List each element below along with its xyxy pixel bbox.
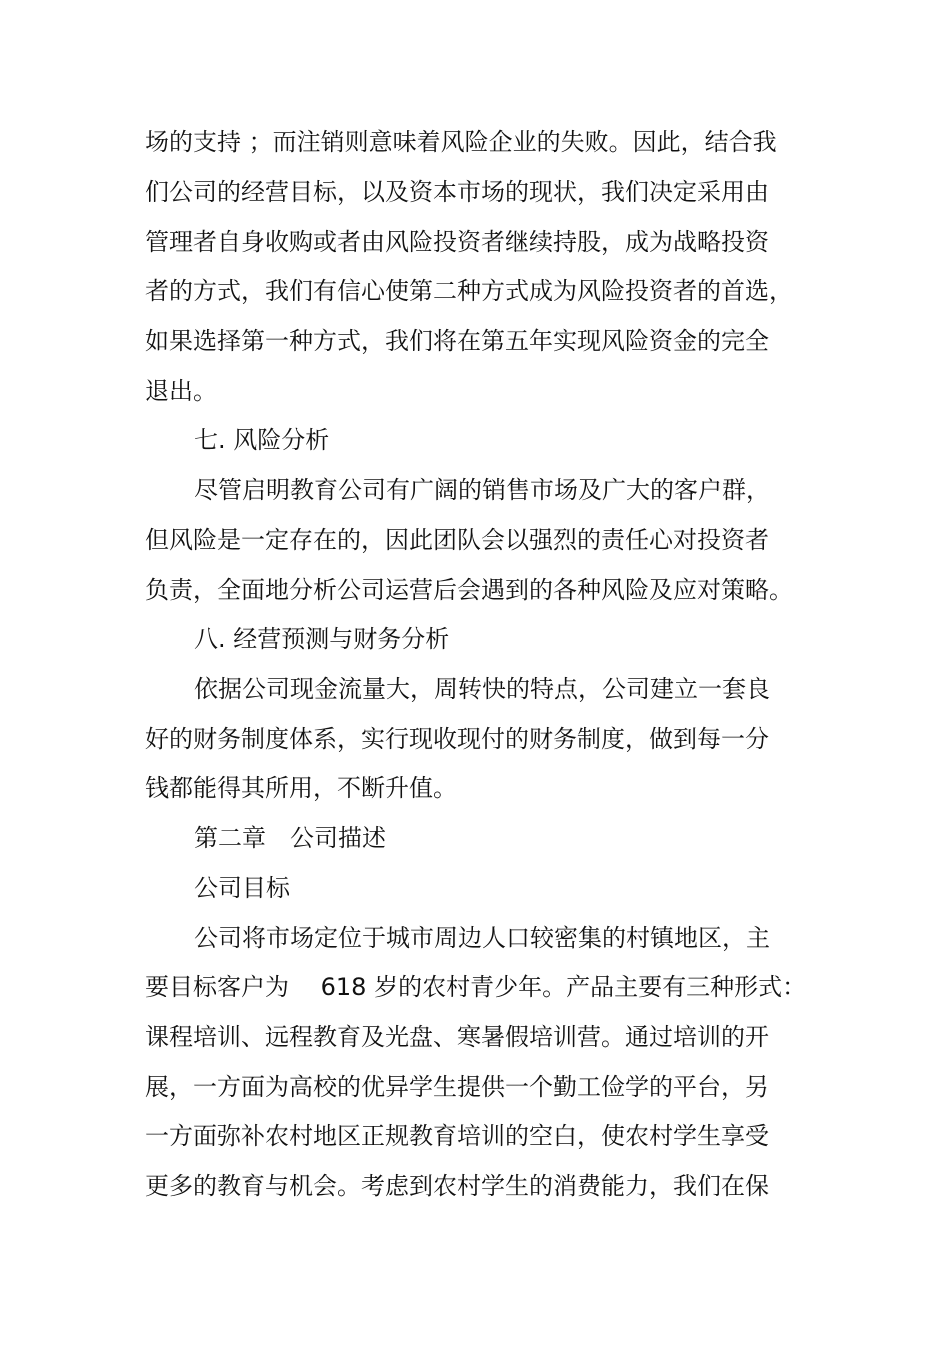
body-text-line: 课程培训、远程教育及光盘、寒暑假培训营。通过培训的开 [145,1023,769,1051]
body-text-line: 更多的教育与机会。考虑到农村学生的消费能力，我们在保 [145,1172,769,1200]
body-text-line: 退出。 [145,377,217,405]
chapter-heading: 第二章 公司描述 [194,824,386,852]
body-text-line: 要目标客户为 618 岁的农村青少年。产品主要有三种形式： [145,973,807,1001]
body-text-line: 负责，全面地分析公司运营后会遇到的各种风险及应对策略。 [145,576,793,604]
section-heading-risk-analysis: 七. 风险分析 [194,426,330,454]
body-text-line: 依据公司现金流量大，周转快的特点，公司建立一套良 [194,675,770,703]
section-heading-forecast-finance: 八. 经营预测与财务分析 [194,625,450,653]
body-text-line: 好的财务制度体系，实行现收现付的财务制度，做到每一分 [145,725,769,753]
body-text-line: 一方面弥补农村地区正规教育培训的空白，使农村学生享受 [145,1122,769,1150]
body-text-line: 公司将市场定位于城市周边人口较密集的村镇地区，主 [194,924,770,952]
body-text-line: 但风险是一定存在的，因此团队会以强烈的责任心对投资者 [145,526,769,554]
subsection-heading: 公司目标 [194,874,290,902]
body-text-line: 如果选择第一种方式，我们将在第五年实现风险资金的完全 [145,327,769,355]
body-text-line: 们公司的经营目标，以及资本市场的现状，我们决定采用由 [145,178,769,206]
body-text-line: 尽管启明教育公司有广阔的销售市场及广大的客户群， [194,476,770,504]
body-text-line: 展，一方面为高校的优异学生提供一个勤工俭学的平台，另 [145,1073,769,1101]
body-text-line: 钱都能得其所用，不断升值。 [145,774,457,802]
body-text-line: 管理者自身收购或者由风险投资者继续持股，成为战略投资 [145,228,769,256]
body-text-line: 场的支持 ；而注销则意味着风险企业的失败。因此，结合我 [145,128,777,156]
body-text-line: 者的方式，我们有信心使第二种方式成为风险投资者的首选， [145,277,793,305]
